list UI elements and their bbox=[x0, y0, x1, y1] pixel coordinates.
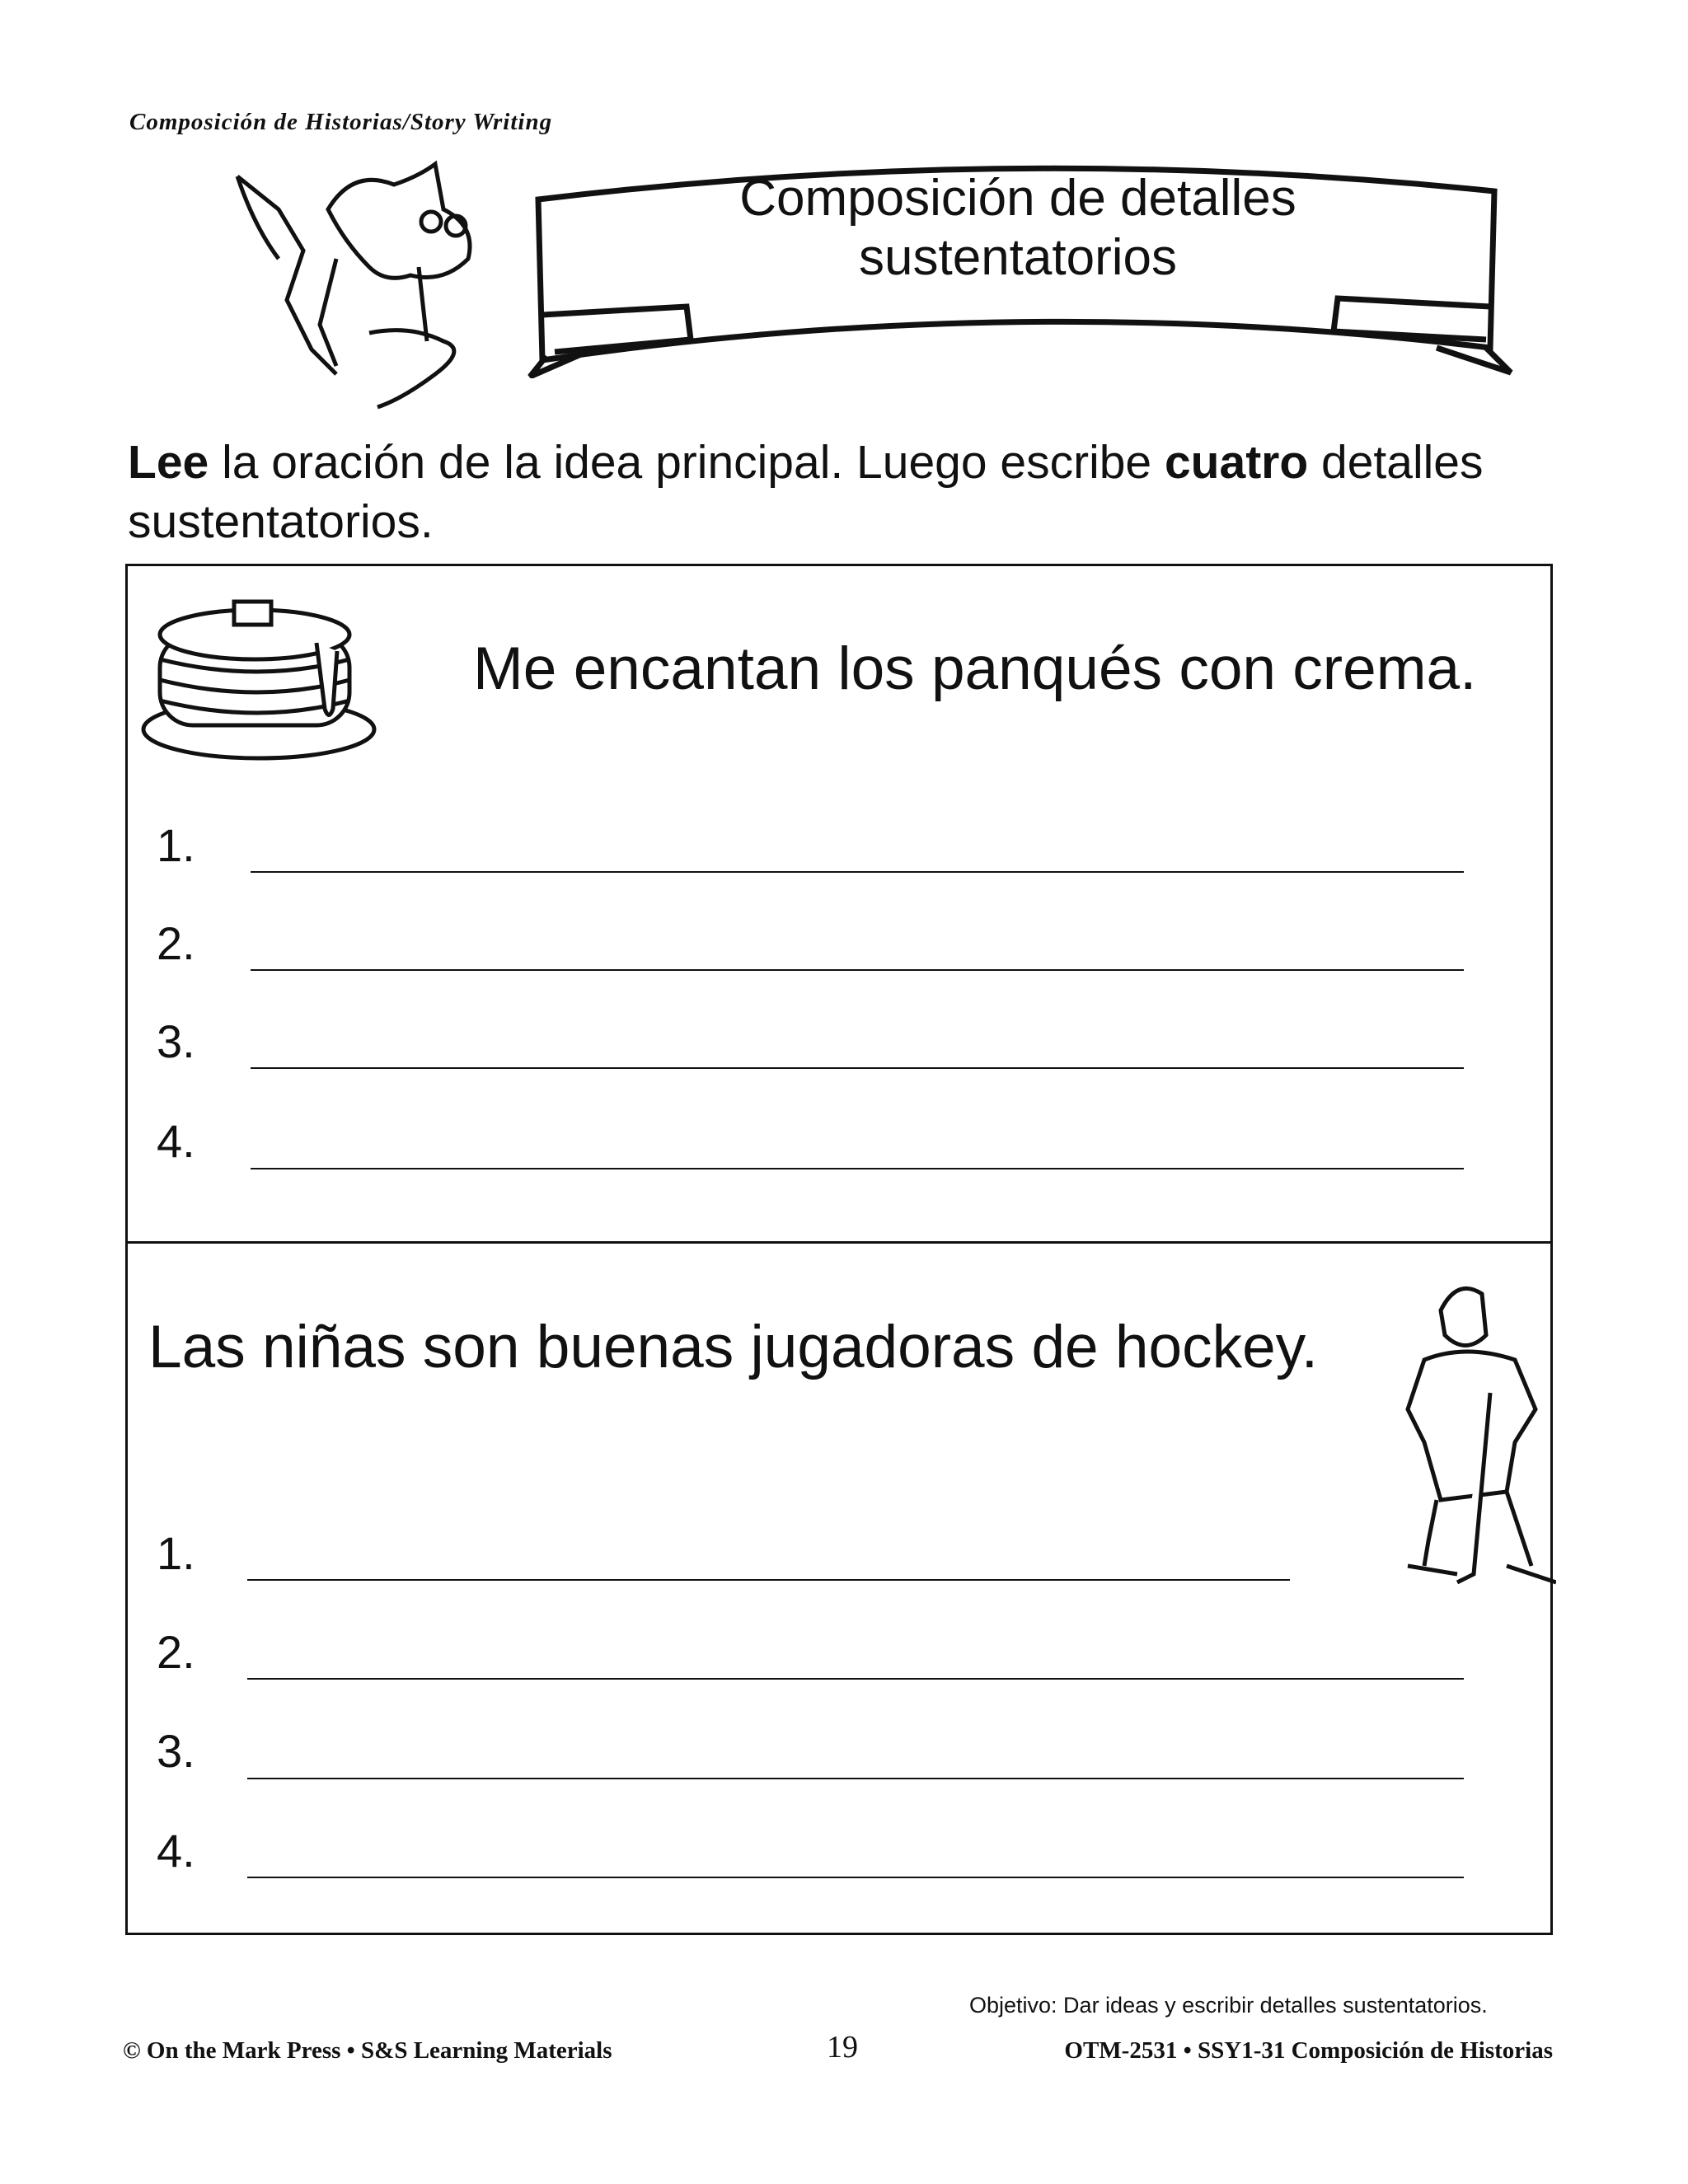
item-number: 4. bbox=[157, 1825, 195, 1877]
item-number: 2. bbox=[157, 917, 195, 969]
answer-line[interactable] bbox=[247, 1579, 1290, 1581]
main-idea-1: Me encantan los panqués con crema. bbox=[473, 635, 1477, 702]
title-line-1: Composición de detalles bbox=[739, 170, 1296, 227]
main-idea-2: Las niñas son buenas jugadoras de hockey. bbox=[148, 1314, 1319, 1380]
section-divider bbox=[125, 1241, 1553, 1244]
item-number: 4. bbox=[157, 1115, 195, 1167]
section-header: Composición de Historias/Story Writing bbox=[129, 109, 553, 135]
instruction-text-end: detalles sustentatorios. bbox=[128, 436, 1484, 548]
copyright: © On the Mark Press • S&S Learning Materials bbox=[123, 2037, 612, 2064]
item-number: 3. bbox=[157, 1725, 195, 1777]
item-number: 1. bbox=[157, 1527, 195, 1579]
worksheet-box bbox=[125, 564, 1553, 1935]
title-line-2: sustentatorios bbox=[859, 229, 1177, 286]
mascot-illustration-icon bbox=[229, 160, 485, 415]
answer-line[interactable] bbox=[251, 1067, 1464, 1069]
answer-line[interactable] bbox=[247, 1678, 1464, 1680]
item-number: 1. bbox=[157, 819, 195, 871]
item-number: 3. bbox=[157, 1015, 195, 1067]
answer-line[interactable] bbox=[251, 871, 1464, 873]
answer-line[interactable] bbox=[251, 969, 1464, 971]
answer-line[interactable] bbox=[247, 1877, 1464, 1878]
page-title bbox=[522, 169, 1514, 288]
instructions bbox=[128, 433, 1570, 551]
instruction-bold-lee: Lee bbox=[128, 436, 209, 489]
instruction-bold-cuatro: cuatro bbox=[1164, 436, 1309, 489]
hockey-player-icon bbox=[1391, 1277, 1556, 1591]
product-code: OTM-2531 • SSY1-31 Composición de Historias bbox=[1064, 2037, 1553, 2064]
page-number: 19 bbox=[827, 2030, 858, 2064]
pancakes-icon bbox=[139, 577, 378, 762]
instruction-text: la oración de la idea principal. Luego escribe bbox=[209, 436, 1165, 489]
answer-line[interactable] bbox=[247, 1778, 1464, 1779]
objective-text: Objetivo: Dar ideas y escribir detalles sustentatorios. bbox=[969, 1993, 1488, 2018]
item-number: 2. bbox=[157, 1626, 195, 1678]
answer-line[interactable] bbox=[251, 1168, 1464, 1169]
